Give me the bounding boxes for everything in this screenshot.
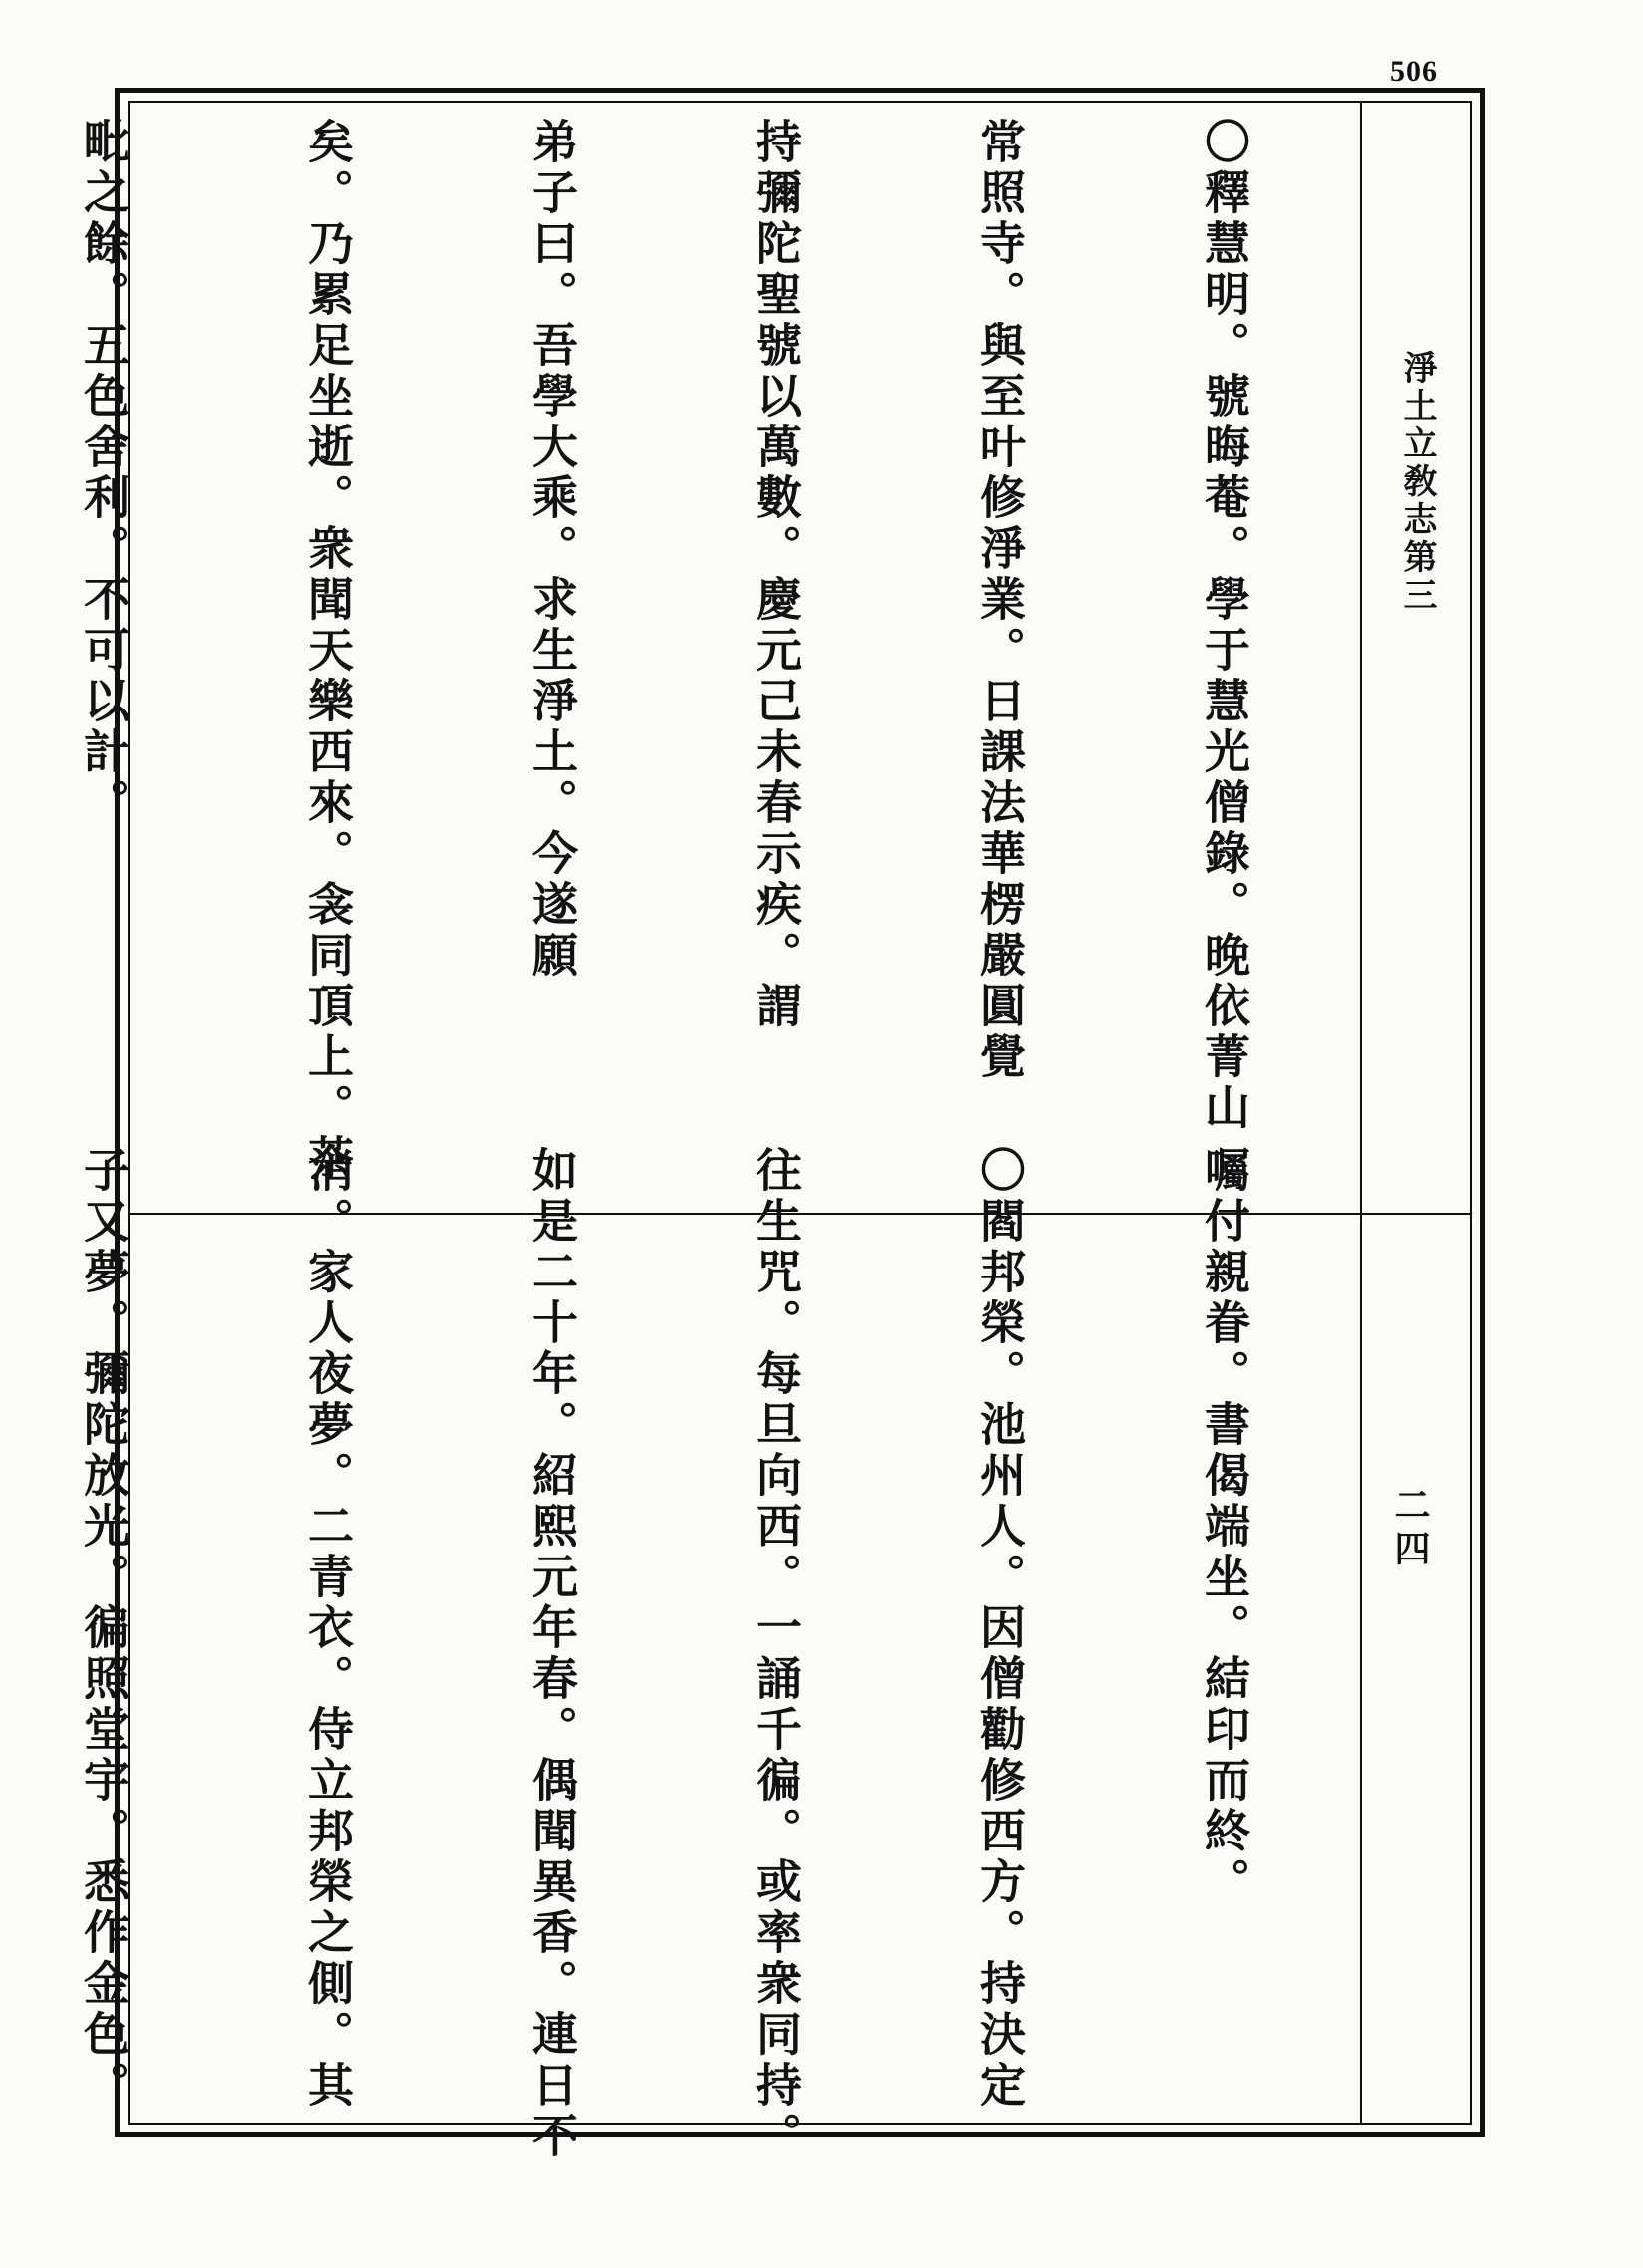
text-column: 如是二十年。紹熙元年春。偶聞異香。連日不: [525, 1146, 579, 2162]
text-column: 往生咒。每旦向西。一誦千徧。或率衆同持。: [749, 1146, 803, 2162]
text-column: 〇釋慧明。號晦菴。學于慧光僧錄。晚依菁山: [1198, 118, 1251, 1134]
page-number: 506: [1390, 55, 1438, 88]
text-column: 常照寺。與至叶修淨業。日課法華楞嚴圓覺: [973, 118, 1027, 1083]
text-column: 囑付親眷。書偈端坐。結印而終。: [1198, 1146, 1251, 1908]
folio-number: 二四: [1389, 1486, 1431, 1573]
text-column: 〇閻邦榮。池州人。因僧勸修西方。持決定: [973, 1146, 1027, 2112]
text-column: 持彌陀聖號以萬數。慶元己未春示疾。謂: [749, 118, 803, 1032]
text-column: 消。家人夜夢。二青衣。侍立邦榮之側。其: [301, 1146, 355, 2112]
lower-text-block: [77, 1146, 1411, 2162]
text-column: 弟子曰。吾學大乘。求生淨土。今遂願: [525, 118, 579, 982]
text-column: 矣。乃累足坐逝。衆聞天樂西來。衾同頂上。茶: [301, 118, 355, 1185]
text-column: 毗之餘。五色舍利。不可以計。: [77, 118, 131, 829]
upper-text-block: [77, 118, 1411, 1185]
text-column: 子又夢。彌陀放光。徧照堂宇。悉作金色。: [77, 1146, 131, 2112]
book-title: 淨土立敎志第三: [1397, 350, 1437, 615]
